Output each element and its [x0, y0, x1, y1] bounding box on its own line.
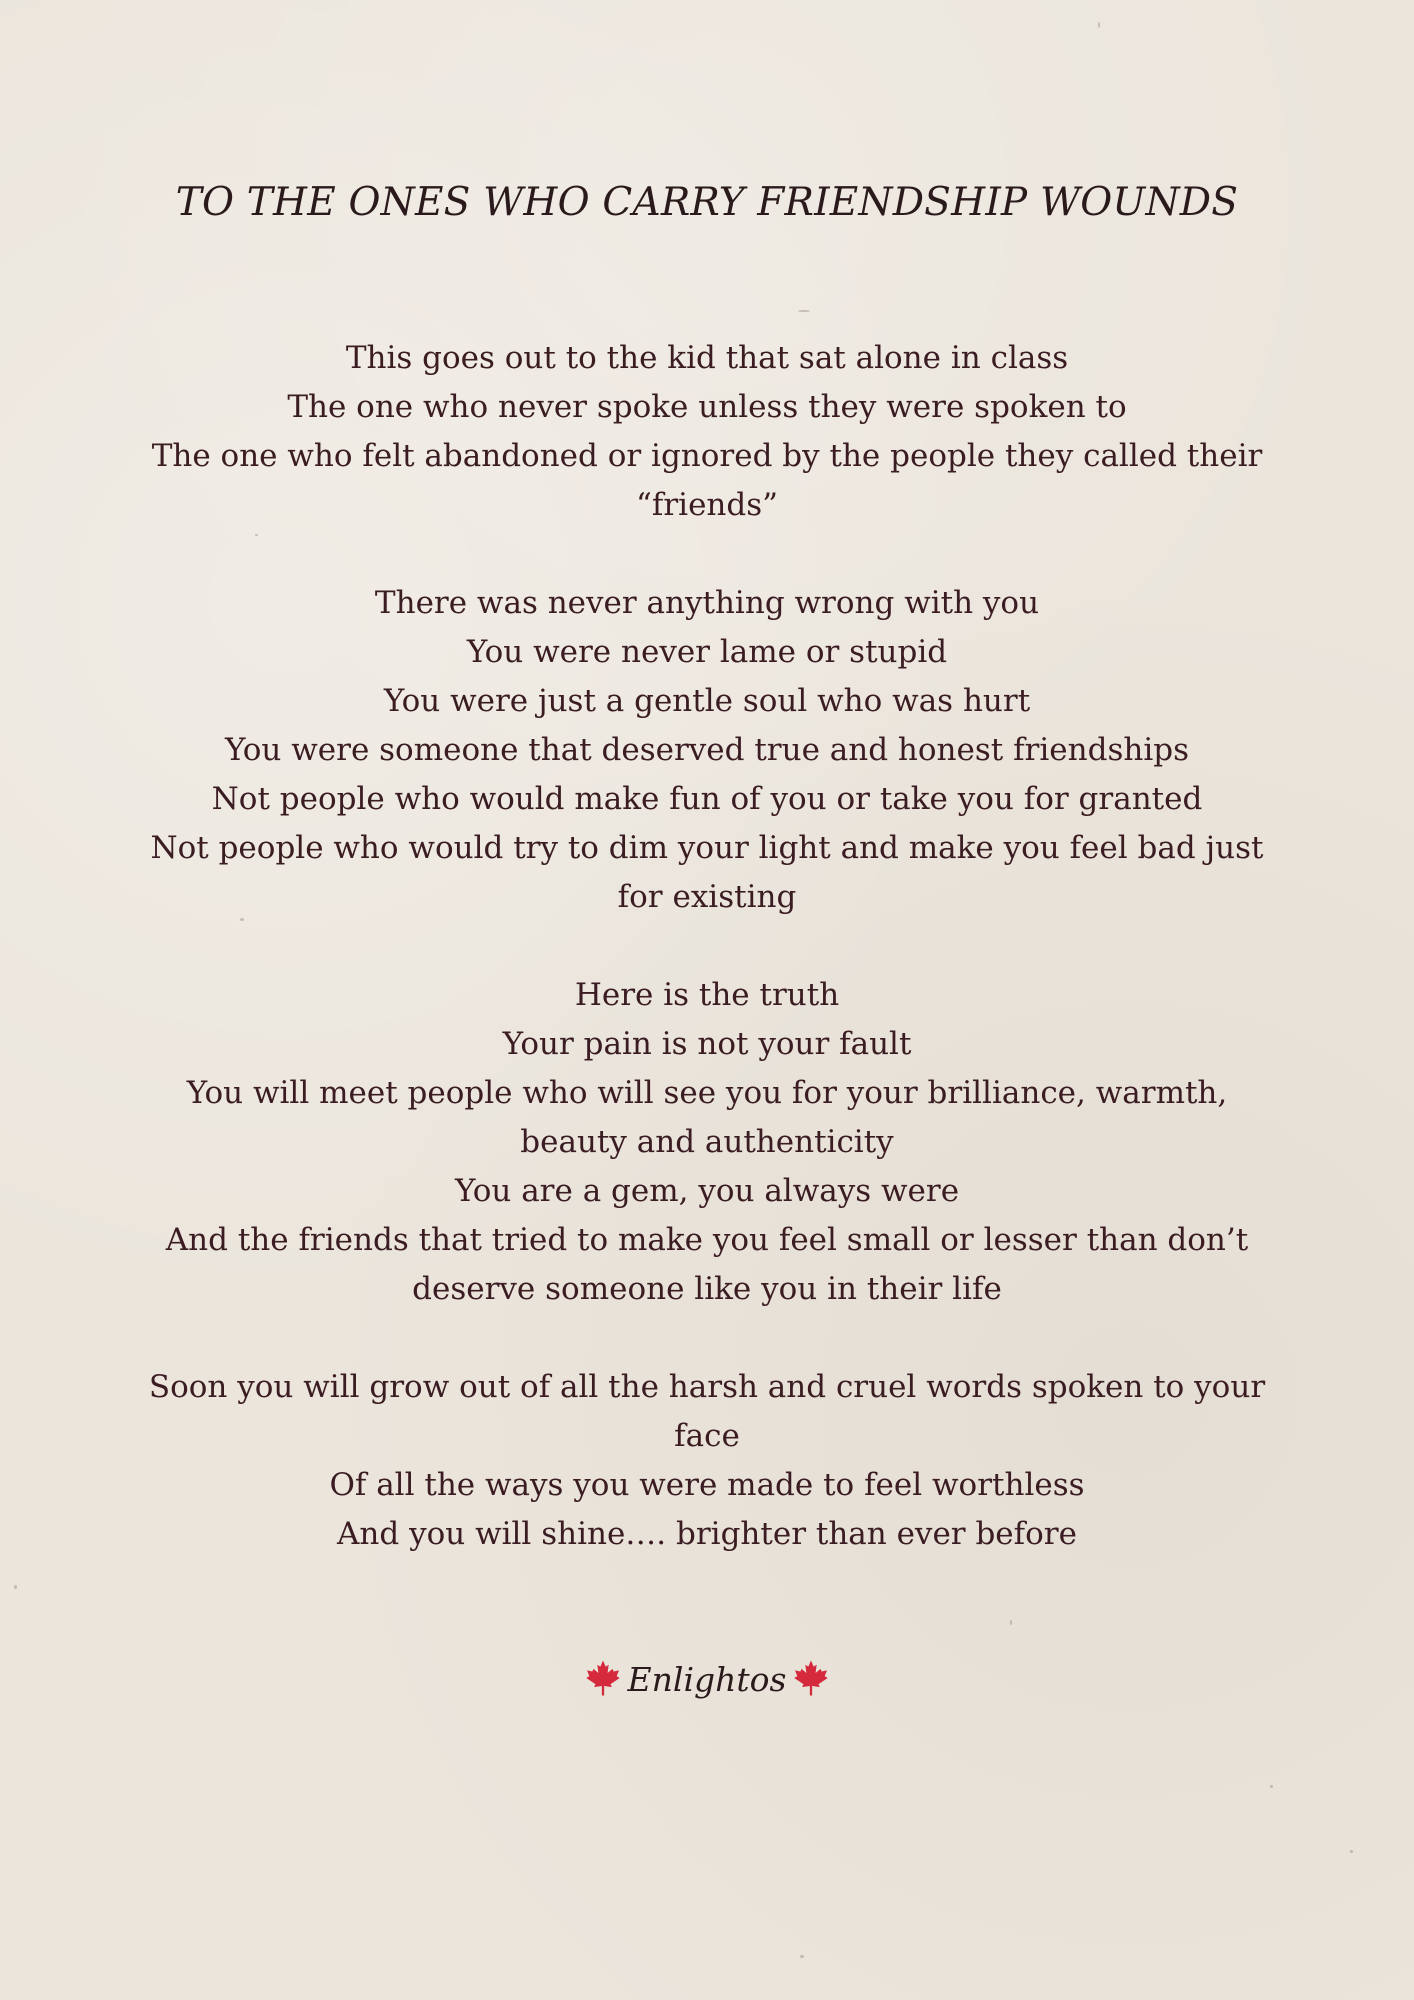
poem-line: And you will shine…. brighter than ever before — [337, 1516, 1077, 1552]
stanza — [80, 1363, 1334, 1559]
poem-line: beauty and authenticity — [520, 1124, 894, 1160]
poem-line: Here is the truth — [574, 977, 840, 1013]
poem-line: The one who never spoke unless they were spoken to — [287, 389, 1127, 425]
poem-line: deserve someone like you in their life — [412, 1271, 1002, 1307]
poem-line: Your pain is not your fault — [502, 1026, 912, 1062]
poem-line: The one who felt abandoned or ignored by the people they called their — [151, 438, 1263, 474]
poem-line: Not people who would make fun of you or take you for granted — [211, 781, 1203, 817]
stanza — [80, 579, 1334, 922]
paper-speck — [1010, 1620, 1012, 1625]
poem-line: You will meet people who will see you for your brilliance, warmth, — [186, 1075, 1228, 1111]
stanza — [80, 334, 1334, 530]
poem-line: face — [674, 1418, 740, 1454]
poem-line: There was never anything wrong with you — [374, 585, 1040, 621]
poem-line: And the friends that tried to make you feel small or lesser than don’t — [165, 1222, 1249, 1258]
poem-line: This goes out to the kid that sat alone in class — [345, 340, 1069, 376]
poem-body — [80, 334, 1334, 1559]
poem-line: You are a gem, you always were — [454, 1173, 960, 1209]
paper-speck — [800, 1955, 804, 1958]
signature — [0, 1660, 1414, 1701]
poem-title: TO THE ONES WHO CARRY FRIENDSHIP WOUNDS — [175, 180, 1239, 225]
paper-speck — [1098, 22, 1100, 28]
maple-leaf-icon — [792, 1659, 830, 1697]
poem-line: You were just a gentle soul who was hurt — [383, 683, 1031, 719]
poem-line: Of all the ways you were made to feel worthless — [329, 1467, 1085, 1503]
signature-name: Enlightos — [627, 1660, 787, 1699]
poem-line: Not people who would try to dim your light and make you feel bad just — [150, 830, 1264, 866]
paper-speck — [1350, 1850, 1353, 1853]
stanza — [80, 971, 1334, 1314]
poem-line: You were never lame or stupid — [466, 634, 948, 670]
maple-leaf-icon — [584, 1659, 622, 1697]
paper-speck — [1270, 1785, 1273, 1788]
poem-line: “friends” — [636, 487, 778, 523]
poem-line: You were someone that deserved true and honest friendships — [225, 732, 1189, 768]
paper-speck — [14, 1585, 17, 1589]
poem-line: Soon you will grow out of all the harsh and cruel words spoken to your — [148, 1369, 1266, 1405]
poem-line: for existing — [617, 879, 797, 915]
paper-speck — [798, 310, 810, 312]
